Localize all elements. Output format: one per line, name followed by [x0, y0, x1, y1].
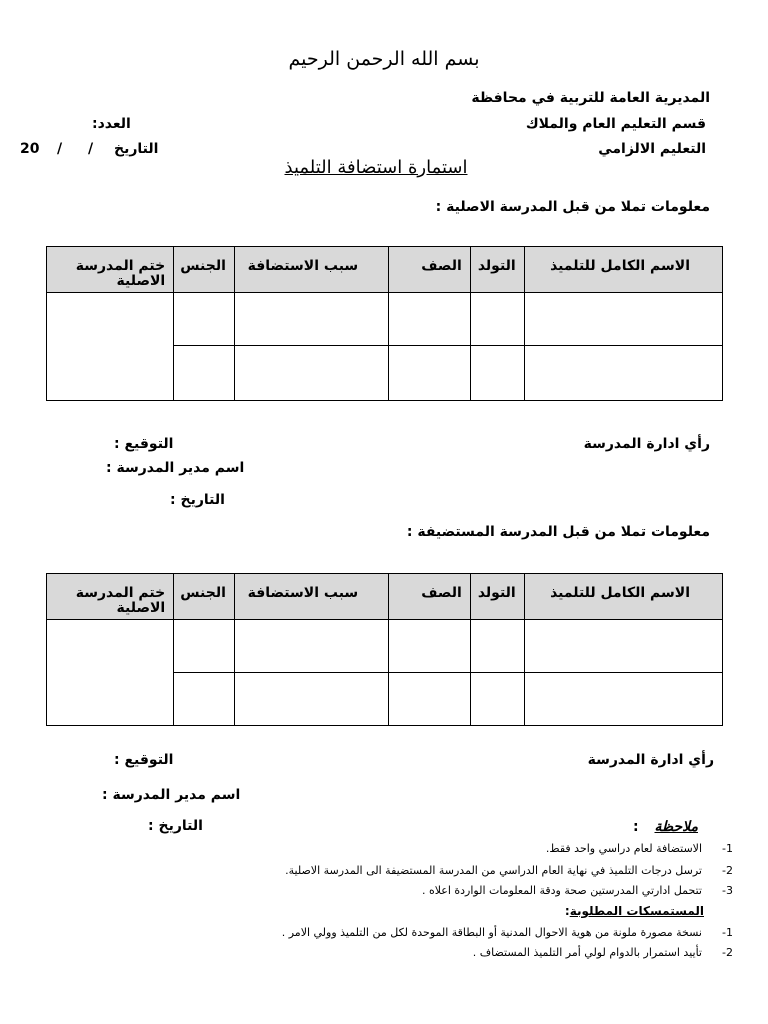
- header-class: الصف: [389, 574, 471, 620]
- requirement-number: -2: [722, 946, 733, 959]
- note-text: تتحمل ادارتي المدرستين صحة ودقة المعلومات الواردة اعلاه .: [421, 884, 702, 897]
- cell-class[interactable]: [389, 620, 471, 673]
- approval-date-label: التاريخ :: [170, 492, 225, 508]
- date-year: 20: [20, 141, 40, 157]
- basmala: بسم الله الرحمن الرحيم: [288, 48, 480, 70]
- notes-title-text: ملاحظة: [654, 819, 698, 835]
- cell-reason[interactable]: [234, 293, 388, 346]
- notes-colon: :: [633, 819, 639, 835]
- education-line: التعليم الالزامي: [598, 141, 706, 157]
- host-school-table: [46, 573, 723, 726]
- cell-stamp[interactable]: [47, 620, 174, 726]
- cell-reason[interactable]: [234, 620, 388, 673]
- note-number: -3: [722, 884, 733, 897]
- cell-student-name[interactable]: [524, 673, 722, 726]
- form-title: استمارة استضافة التلميذ: [284, 157, 468, 178]
- original-school-table: [46, 246, 723, 401]
- number-label: العدد:: [92, 116, 131, 132]
- header-student-name: الاسم الكامل للتلميذ: [524, 574, 722, 620]
- cell-student-name[interactable]: [524, 620, 722, 673]
- principal-name-label: اسم مدير المدرسة :: [102, 787, 241, 803]
- requirements-title-text: المستمسكات المطلوبة: [569, 904, 704, 918]
- cell-birth[interactable]: [470, 346, 524, 401]
- cell-gender[interactable]: [174, 293, 235, 346]
- cell-class[interactable]: [389, 293, 471, 346]
- date-separator: /: [57, 141, 63, 157]
- requirement-number: -1: [722, 926, 733, 939]
- notes-title: [655, 819, 699, 835]
- date-separator: /: [88, 141, 94, 157]
- note-number: -2: [722, 864, 733, 877]
- header-birth: التولد: [470, 247, 524, 293]
- table-header-row: [47, 574, 723, 620]
- signature-label: التوقيع :: [114, 436, 174, 452]
- header-reason: سبب الاستضافة: [234, 574, 388, 620]
- header-birth: التولد: [470, 574, 524, 620]
- approval-date-label: التاريخ :: [148, 818, 203, 834]
- note-text: ترسل درجات التلميذ في نهاية العام الدراسي من المدرسة المستضيفة الى المدرسة الاصلية.: [285, 864, 702, 877]
- principal-name-label: اسم مدير المدرسة :: [106, 460, 245, 476]
- cell-birth[interactable]: [470, 620, 524, 673]
- cell-student-name[interactable]: [524, 293, 722, 346]
- cell-student-name[interactable]: [524, 346, 722, 401]
- table-row: [47, 620, 723, 673]
- department-line: قسم التعليم العام والملاك: [525, 116, 706, 132]
- cell-class[interactable]: [389, 346, 471, 401]
- section-original-school-title: معلومات تملا من قبل المدرسة الاصلية :: [435, 199, 710, 215]
- signature-label: التوقيع :: [114, 752, 174, 768]
- cell-reason[interactable]: [234, 673, 388, 726]
- cell-birth[interactable]: [470, 293, 524, 346]
- directorate-line: المديرية العامة للتربية في محافظة: [471, 90, 710, 106]
- requirement-text: تأييد استمرار بالدوام لولي أمر التلميذ المستضاف .: [472, 946, 702, 959]
- requirements-title: [565, 904, 704, 918]
- header-gender: الجنس: [174, 574, 235, 620]
- admin-opinion-label: رأي ادارة المدرسة: [587, 752, 714, 768]
- cell-gender[interactable]: [174, 620, 235, 673]
- note-number: -1: [722, 842, 733, 855]
- cell-gender[interactable]: [174, 673, 235, 726]
- cell-reason[interactable]: [234, 346, 388, 401]
- cell-birth[interactable]: [470, 673, 524, 726]
- header-student-name: الاسم الكامل للتلميذ: [524, 247, 722, 293]
- requirements-colon: :: [564, 904, 570, 918]
- requirement-text: نسخة مصورة ملونة من هوية الاحوال المدنية أو البطاقة الموحدة لكل من التلميذ وولي الامر .: [281, 926, 702, 939]
- cell-class[interactable]: [389, 673, 471, 726]
- cell-stamp[interactable]: [47, 293, 174, 401]
- admin-opinion-label: رأي ادارة المدرسة: [583, 436, 710, 452]
- table-row: [47, 293, 723, 346]
- note-text: الاستضافة لعام دراسي واحد فقط.: [545, 842, 702, 855]
- header-gender: الجنس: [174, 247, 235, 293]
- date-label: التاريخ: [114, 141, 159, 157]
- header-reason: سبب الاستضافة: [234, 247, 388, 293]
- table-header-row: [47, 247, 723, 293]
- header-stamp: ختم المدرسة الاصلية: [47, 574, 174, 620]
- cell-gender[interactable]: [174, 346, 235, 401]
- header-class: الصف: [389, 247, 471, 293]
- header-stamp: ختم المدرسة الاصلية: [47, 247, 174, 293]
- section-host-school-title: معلومات تملا من قبل المدرسة المستضيفة :: [406, 524, 710, 540]
